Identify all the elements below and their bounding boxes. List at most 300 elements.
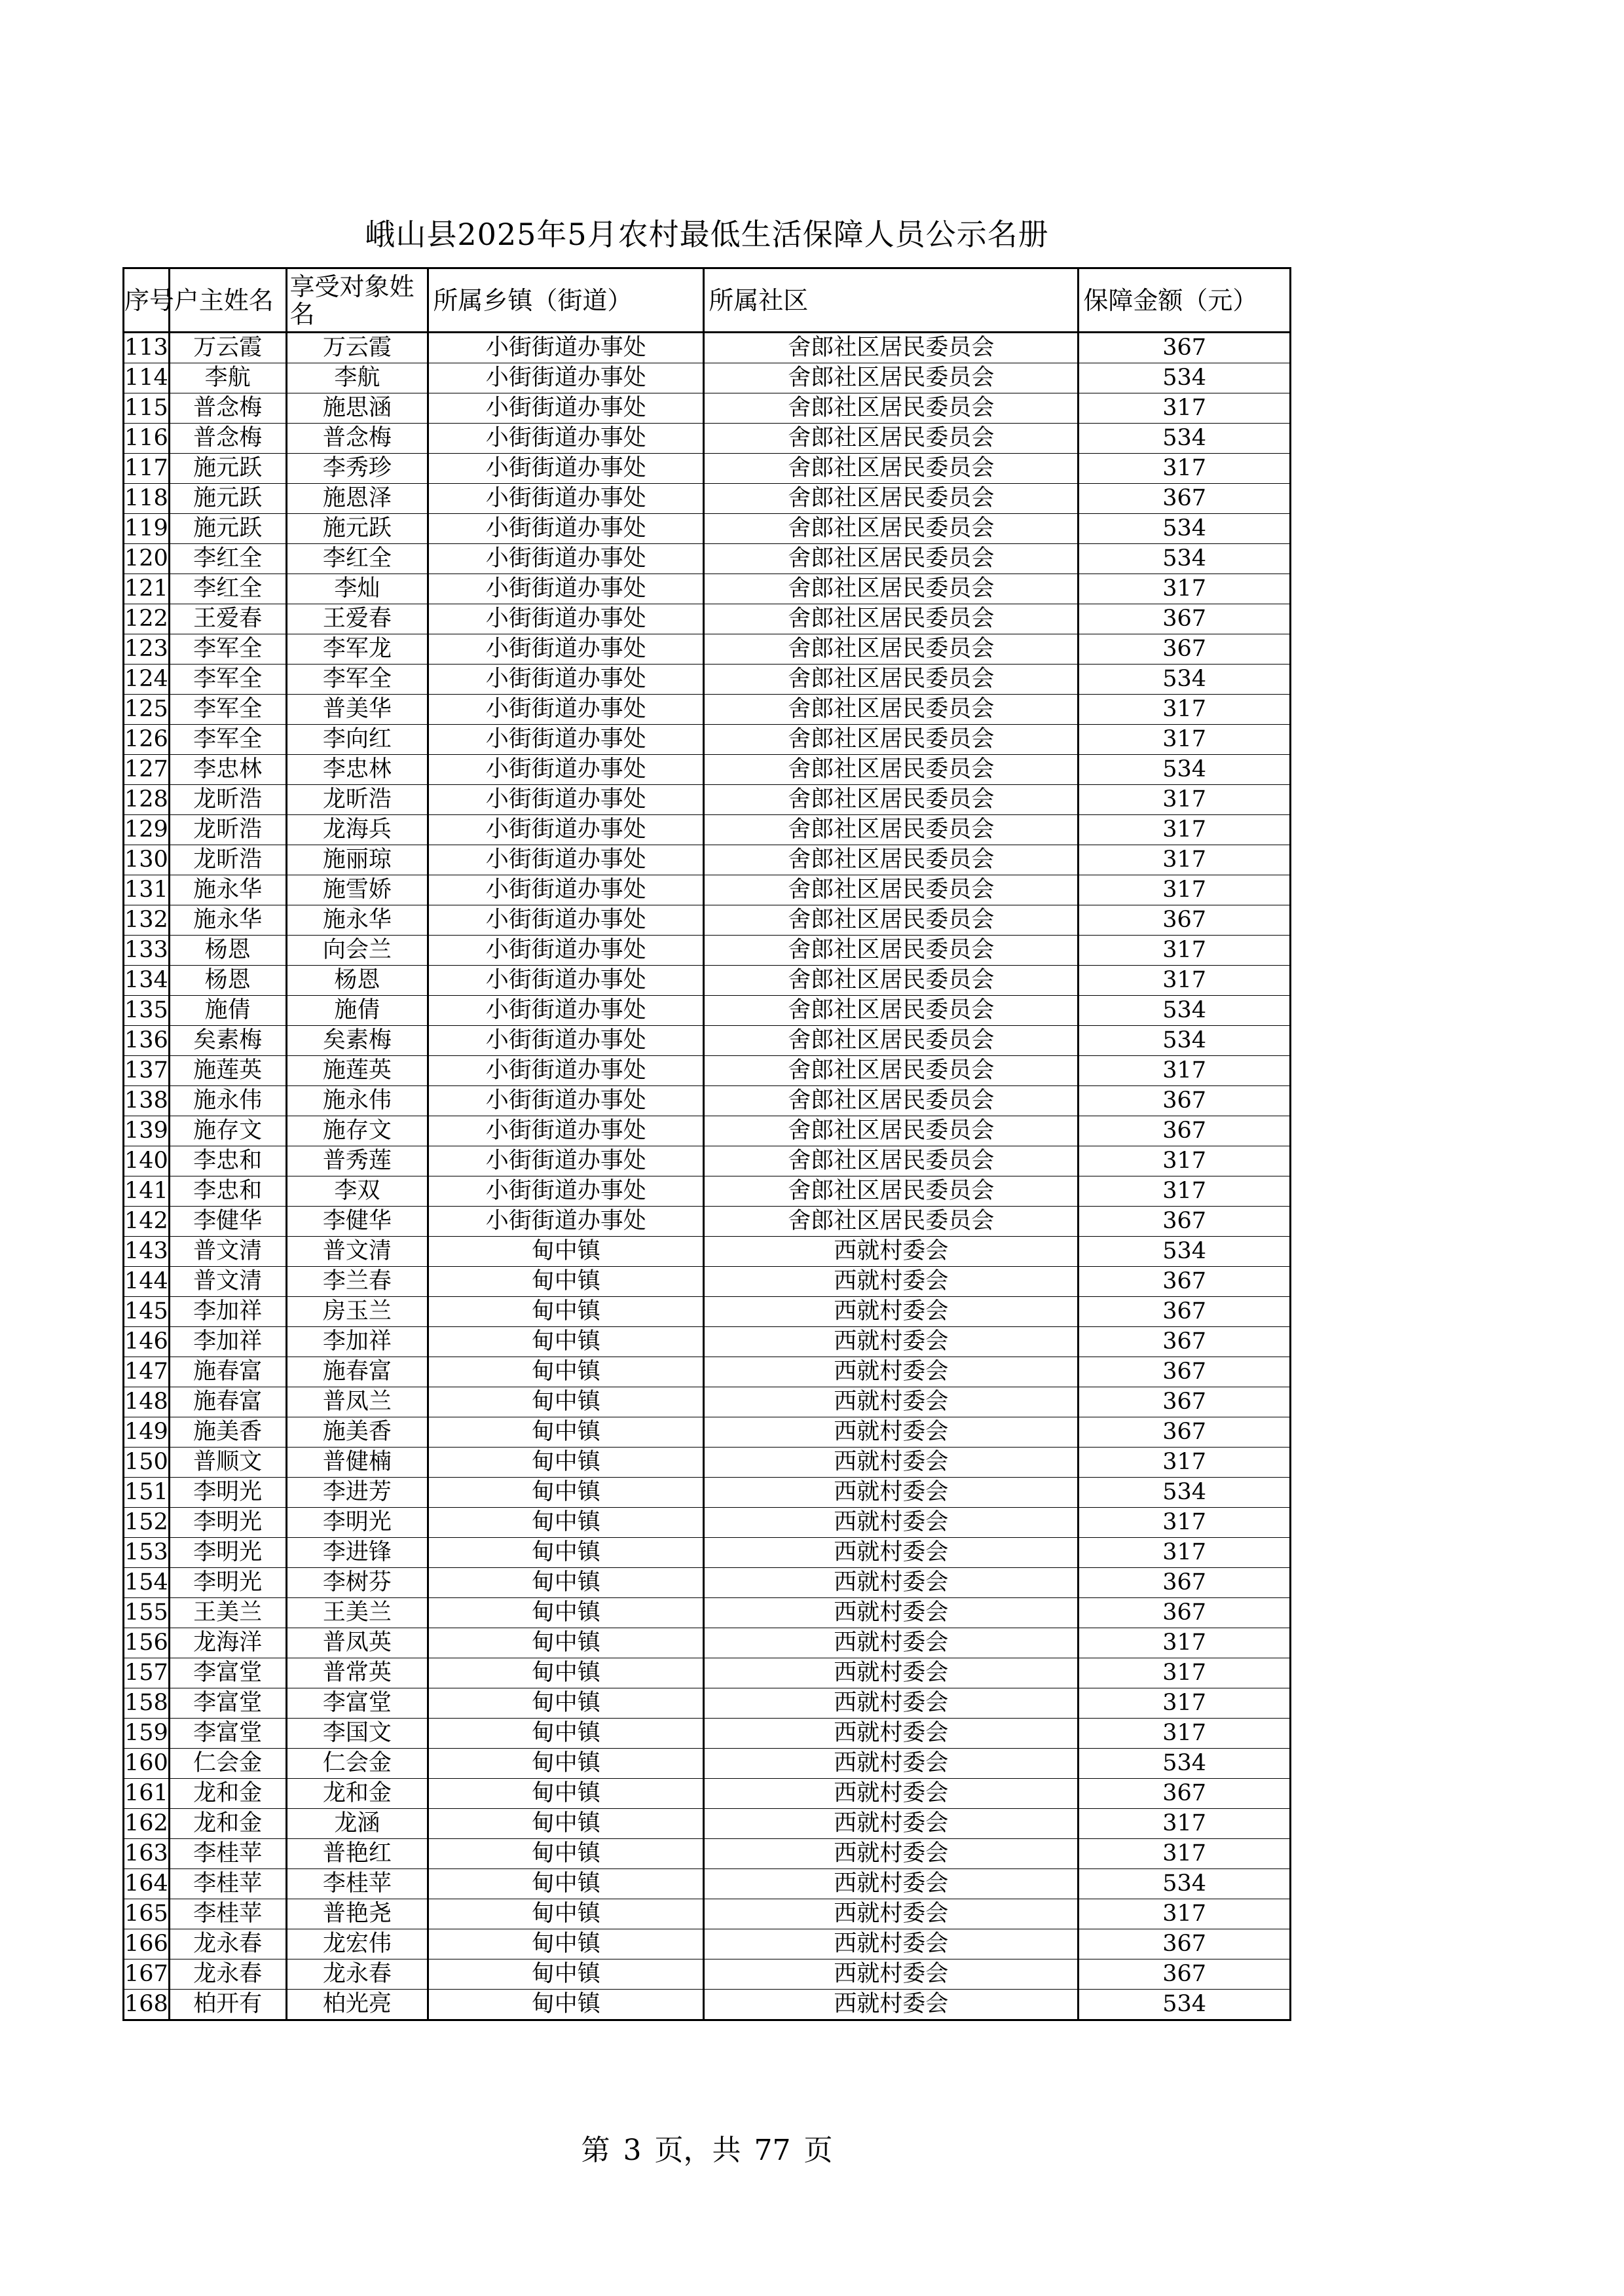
cell-community: 舍郎社区居民委员会: [704, 363, 1079, 393]
cell-beneficiary: 李加祥: [286, 1327, 428, 1357]
table-header-row: [124, 268, 1291, 333]
table-row: [124, 875, 1291, 905]
cell-township: 小街街道办事处: [428, 1086, 704, 1116]
cell-household-head: 李桂苹: [169, 1869, 286, 1899]
cell-amount: 367: [1079, 1598, 1291, 1628]
cell-township: 甸中镇: [428, 1538, 704, 1568]
cell-community: 舍郎社区居民委员会: [704, 634, 1079, 665]
cell-beneficiary: 房玉兰: [286, 1297, 428, 1327]
cell-beneficiary: 李灿: [286, 574, 428, 604]
cell-household-head: 万云霞: [169, 333, 286, 363]
cell-household-head: 施倩: [169, 996, 286, 1026]
cell-township: 甸中镇: [428, 1628, 704, 1658]
table-row: [124, 1688, 1291, 1719]
cell-household-head: 李忠和: [169, 1176, 286, 1207]
header-amount: 保障金额（元）: [1079, 268, 1291, 333]
cell-beneficiary: 李忠林: [286, 755, 428, 785]
cell-community: 西就村委会: [704, 1719, 1079, 1749]
cell-index: 154: [124, 1568, 170, 1598]
cell-household-head: 普念梅: [169, 393, 286, 424]
cell-index: 140: [124, 1146, 170, 1176]
cell-community: 西就村委会: [704, 1809, 1079, 1839]
cell-community: 西就村委会: [704, 1598, 1079, 1628]
cell-beneficiary: 施恩泽: [286, 484, 428, 514]
cell-community: 西就村委会: [704, 1508, 1079, 1538]
table-row: [124, 1237, 1291, 1267]
cell-index: 167: [124, 1959, 170, 1990]
cell-index: 136: [124, 1026, 170, 1056]
cell-township: 甸中镇: [428, 1267, 704, 1297]
page-number: 第 3 页，共 77 页: [581, 2134, 833, 2167]
cell-household-head: 李军全: [169, 665, 286, 695]
cell-community: 舍郎社区居民委员会: [704, 333, 1079, 363]
table-row: [124, 1387, 1291, 1417]
cell-index: 146: [124, 1327, 170, 1357]
cell-beneficiary: 仁会金: [286, 1749, 428, 1779]
cell-township: 小街街道办事处: [428, 725, 704, 755]
cell-beneficiary: 李树芬: [286, 1568, 428, 1598]
cell-index: 141: [124, 1176, 170, 1207]
table-row: [124, 1959, 1291, 1990]
table-row: [124, 695, 1291, 725]
cell-index: 149: [124, 1417, 170, 1448]
cell-amount: 367: [1079, 1327, 1291, 1357]
cell-household-head: 施春富: [169, 1357, 286, 1387]
table-row: [124, 604, 1291, 634]
table-row: [124, 1749, 1291, 1779]
cell-beneficiary: 李进芳: [286, 1478, 428, 1508]
cell-amount: 317: [1079, 1056, 1291, 1086]
cell-household-head: 李明光: [169, 1538, 286, 1568]
cell-household-head: 李军全: [169, 634, 286, 665]
cell-community: 舍郎社区居民委员会: [704, 544, 1079, 574]
cell-household-head: 施元跃: [169, 454, 286, 484]
cell-index: 127: [124, 755, 170, 785]
cell-beneficiary: 杨恩: [286, 966, 428, 996]
cell-index: 162: [124, 1809, 170, 1839]
cell-index: 138: [124, 1086, 170, 1116]
cell-beneficiary: 李双: [286, 1176, 428, 1207]
cell-index: 117: [124, 454, 170, 484]
cell-beneficiary: 施永伟: [286, 1086, 428, 1116]
table-row: [124, 424, 1291, 454]
document-title: 峨山县2025年5月农村最低生活保障人员公示名册: [365, 217, 1049, 252]
table-row: [124, 1417, 1291, 1448]
cell-household-head: 龙昕浩: [169, 815, 286, 845]
cell-beneficiary: 普健楠: [286, 1448, 428, 1478]
cell-community: 舍郎社区居民委员会: [704, 1116, 1079, 1146]
table-row: [124, 363, 1291, 393]
cell-township: 甸中镇: [428, 1508, 704, 1538]
cell-community: 舍郎社区居民委员会: [704, 424, 1079, 454]
table-row: [124, 1779, 1291, 1809]
cell-amount: 317: [1079, 1448, 1291, 1478]
table-row: [124, 1026, 1291, 1056]
header-township: 所属乡镇（街道）: [428, 268, 704, 333]
table-row: [124, 454, 1291, 484]
cell-community: 西就村委会: [704, 1688, 1079, 1719]
cell-index: 130: [124, 845, 170, 875]
cell-community: 西就村委会: [704, 1658, 1079, 1688]
cell-household-head: 李明光: [169, 1508, 286, 1538]
cell-beneficiary: 普念梅: [286, 424, 428, 454]
cell-household-head: 王爱春: [169, 604, 286, 634]
cell-index: 126: [124, 725, 170, 755]
cell-household-head: 王美兰: [169, 1598, 286, 1628]
table-row: [124, 1990, 1291, 2020]
cell-beneficiary: 施莲英: [286, 1056, 428, 1086]
cell-amount: 534: [1079, 755, 1291, 785]
cell-community: 西就村委会: [704, 1749, 1079, 1779]
cell-household-head: 李军全: [169, 695, 286, 725]
cell-index: 123: [124, 634, 170, 665]
cell-community: 西就村委会: [704, 1237, 1079, 1267]
table-row: [124, 1598, 1291, 1628]
cell-amount: 534: [1079, 665, 1291, 695]
cell-community: 西就村委会: [704, 1297, 1079, 1327]
cell-household-head: 李加祥: [169, 1327, 286, 1357]
cell-index: 152: [124, 1508, 170, 1538]
cell-community: 舍郎社区居民委员会: [704, 665, 1079, 695]
cell-township: 甸中镇: [428, 1568, 704, 1598]
cell-index: 147: [124, 1357, 170, 1387]
table-row: [124, 1478, 1291, 1508]
cell-amount: 534: [1079, 1478, 1291, 1508]
cell-index: 157: [124, 1658, 170, 1688]
table-row: [124, 1538, 1291, 1568]
cell-community: 西就村委会: [704, 1267, 1079, 1297]
cell-beneficiary: 李健华: [286, 1207, 428, 1237]
cell-amount: 367: [1079, 333, 1291, 363]
table-row: [124, 1658, 1291, 1688]
cell-amount: 367: [1079, 1297, 1291, 1327]
cell-township: 小街街道办事处: [428, 424, 704, 454]
cell-index: 128: [124, 785, 170, 815]
cell-beneficiary: 普美华: [286, 695, 428, 725]
cell-household-head: 李桂苹: [169, 1899, 286, 1929]
cell-community: 西就村委会: [704, 1839, 1079, 1869]
cell-township: 甸中镇: [428, 1959, 704, 1990]
cell-township: 小街街道办事处: [428, 333, 704, 363]
cell-household-head: 龙和金: [169, 1809, 286, 1839]
table-row: [124, 996, 1291, 1026]
cell-community: 西就村委会: [704, 1327, 1079, 1357]
cell-township: 小街街道办事处: [428, 1176, 704, 1207]
cell-index: 121: [124, 574, 170, 604]
cell-township: 甸中镇: [428, 1990, 704, 2020]
cell-index: 165: [124, 1899, 170, 1929]
cell-township: 小街街道办事处: [428, 544, 704, 574]
cell-beneficiary: 普艳红: [286, 1839, 428, 1869]
cell-community: 西就村委会: [704, 1869, 1079, 1899]
table-row: [124, 1929, 1291, 1959]
cell-amount: 317: [1079, 1719, 1291, 1749]
cell-township: 小街街道办事处: [428, 695, 704, 725]
cell-beneficiary: 李进锋: [286, 1538, 428, 1568]
table-row: [124, 815, 1291, 845]
cell-beneficiary: 李航: [286, 363, 428, 393]
cell-household-head: 龙昕浩: [169, 845, 286, 875]
cell-beneficiary: 施思涵: [286, 393, 428, 424]
cell-community: 舍郎社区居民委员会: [704, 996, 1079, 1026]
table-row: [124, 936, 1291, 966]
cell-index: 160: [124, 1749, 170, 1779]
header-household-head: 户主姓名: [169, 268, 286, 333]
cell-community: 西就村委会: [704, 1387, 1079, 1417]
cell-beneficiary: 施美香: [286, 1417, 428, 1448]
table-row: [124, 1809, 1291, 1839]
cell-community: 西就村委会: [704, 1959, 1079, 1990]
cell-index: 113: [124, 333, 170, 363]
cell-township: 小街街道办事处: [428, 1026, 704, 1056]
cell-household-head: 仁会金: [169, 1749, 286, 1779]
cell-community: 舍郎社区居民委员会: [704, 785, 1079, 815]
cell-amount: 317: [1079, 1508, 1291, 1538]
cell-amount: 367: [1079, 905, 1291, 936]
cell-community: 舍郎社区居民委员会: [704, 1026, 1079, 1056]
cell-amount: 317: [1079, 1538, 1291, 1568]
cell-household-head: 李富堂: [169, 1658, 286, 1688]
cell-township: 小街街道办事处: [428, 755, 704, 785]
cell-community: 西就村委会: [704, 1448, 1079, 1478]
cell-township: 小街街道办事处: [428, 936, 704, 966]
cell-amount: 317: [1079, 966, 1291, 996]
cell-community: 舍郎社区居民委员会: [704, 1207, 1079, 1237]
cell-beneficiary: 龙涵: [286, 1809, 428, 1839]
cell-township: 甸中镇: [428, 1839, 704, 1869]
cell-index: 122: [124, 604, 170, 634]
cell-household-head: 施美香: [169, 1417, 286, 1448]
cell-index: 132: [124, 905, 170, 936]
cell-beneficiary: 李军龙: [286, 634, 428, 665]
cell-index: 114: [124, 363, 170, 393]
cell-household-head: 李忠和: [169, 1146, 286, 1176]
table-row: [124, 785, 1291, 815]
cell-amount: 317: [1079, 785, 1291, 815]
cell-beneficiary: 龙昕浩: [286, 785, 428, 815]
cell-township: 甸中镇: [428, 1327, 704, 1357]
cell-index: 168: [124, 1990, 170, 2020]
cell-household-head: 龙海洋: [169, 1628, 286, 1658]
cell-household-head: 杨恩: [169, 936, 286, 966]
cell-amount: 317: [1079, 936, 1291, 966]
cell-township: 甸中镇: [428, 1417, 704, 1448]
cell-index: 120: [124, 544, 170, 574]
table-row: [124, 1568, 1291, 1598]
cell-index: 118: [124, 484, 170, 514]
cell-index: 158: [124, 1688, 170, 1719]
table-row: [124, 1116, 1291, 1146]
cell-beneficiary: 李军全: [286, 665, 428, 695]
cell-township: 小街街道办事处: [428, 634, 704, 665]
cell-index: 133: [124, 936, 170, 966]
table-row: [124, 1719, 1291, 1749]
cell-beneficiary: 普常英: [286, 1658, 428, 1688]
cell-household-head: 普顺文: [169, 1448, 286, 1478]
cell-township: 小街街道办事处: [428, 1056, 704, 1086]
table-row: [124, 1267, 1291, 1297]
cell-township: 甸中镇: [428, 1478, 704, 1508]
cell-amount: 367: [1079, 1086, 1291, 1116]
cell-beneficiary: 李向红: [286, 725, 428, 755]
cell-index: 135: [124, 996, 170, 1026]
cell-household-head: 李健华: [169, 1207, 286, 1237]
cell-household-head: 李富堂: [169, 1688, 286, 1719]
cell-amount: 317: [1079, 815, 1291, 845]
table-row: [124, 1086, 1291, 1116]
table-row: [124, 1297, 1291, 1327]
cell-household-head: 李忠林: [169, 755, 286, 785]
cell-community: 舍郎社区居民委员会: [704, 1146, 1079, 1176]
cell-community: 舍郎社区居民委员会: [704, 936, 1079, 966]
cell-township: 小街街道办事处: [428, 905, 704, 936]
cell-community: 西就村委会: [704, 1990, 1079, 2020]
cell-community: 舍郎社区居民委员会: [704, 905, 1079, 936]
cell-community: 西就村委会: [704, 1568, 1079, 1598]
cell-township: 小街街道办事处: [428, 484, 704, 514]
cell-community: 舍郎社区居民委员会: [704, 574, 1079, 604]
cell-index: 131: [124, 875, 170, 905]
cell-amount: 534: [1079, 1749, 1291, 1779]
cell-household-head: 龙永春: [169, 1959, 286, 1990]
cell-beneficiary: 万云霞: [286, 333, 428, 363]
cell-household-head: 施莲英: [169, 1056, 286, 1086]
cell-household-head: 柏开有: [169, 1990, 286, 2020]
cell-township: 小街街道办事处: [428, 996, 704, 1026]
table-row: [124, 1056, 1291, 1086]
cell-township: 甸中镇: [428, 1688, 704, 1719]
cell-township: 甸中镇: [428, 1809, 704, 1839]
cell-index: 115: [124, 393, 170, 424]
cell-household-head: 李军全: [169, 725, 286, 755]
cell-index: 155: [124, 1598, 170, 1628]
cell-community: 舍郎社区居民委员会: [704, 514, 1079, 544]
cell-amount: 317: [1079, 393, 1291, 424]
cell-household-head: 杨恩: [169, 966, 286, 996]
cell-beneficiary: 李秀珍: [286, 454, 428, 484]
cell-township: 小街街道办事处: [428, 815, 704, 845]
table-row: [124, 1869, 1291, 1899]
cell-township: 甸中镇: [428, 1779, 704, 1809]
cell-township: 小街街道办事处: [428, 393, 704, 424]
table-body: [124, 333, 1291, 2020]
cell-beneficiary: 施春富: [286, 1357, 428, 1387]
cell-beneficiary: 施雪娇: [286, 875, 428, 905]
cell-township: 甸中镇: [428, 1357, 704, 1387]
cell-amount: 534: [1079, 544, 1291, 574]
cell-community: 舍郎社区居民委员会: [704, 725, 1079, 755]
cell-amount: 534: [1079, 1990, 1291, 2020]
cell-household-head: 龙昕浩: [169, 785, 286, 815]
cell-amount: 317: [1079, 1809, 1291, 1839]
cell-amount: 367: [1079, 1207, 1291, 1237]
cell-township: 小街街道办事处: [428, 1116, 704, 1146]
cell-amount: 534: [1079, 424, 1291, 454]
cell-community: 西就村委会: [704, 1538, 1079, 1568]
cell-beneficiary: 施倩: [286, 996, 428, 1026]
cell-amount: 317: [1079, 1688, 1291, 1719]
table-row: [124, 1176, 1291, 1207]
cell-township: 甸中镇: [428, 1658, 704, 1688]
cell-beneficiary: 李红全: [286, 544, 428, 574]
cell-township: 甸中镇: [428, 1598, 704, 1628]
cell-beneficiary: 柏光亮: [286, 1990, 428, 2020]
cell-community: 舍郎社区居民委员会: [704, 454, 1079, 484]
cell-township: 小街街道办事处: [428, 875, 704, 905]
cell-index: 116: [124, 424, 170, 454]
cell-index: 145: [124, 1297, 170, 1327]
cell-index: 134: [124, 966, 170, 996]
cell-index: 129: [124, 815, 170, 845]
cell-township: 小街街道办事处: [428, 966, 704, 996]
table-row: [124, 574, 1291, 604]
cell-community: 舍郎社区居民委员会: [704, 845, 1079, 875]
cell-index: 159: [124, 1719, 170, 1749]
cell-index: 151: [124, 1478, 170, 1508]
header-community: 所属社区: [704, 268, 1079, 333]
cell-amount: 534: [1079, 1237, 1291, 1267]
cell-amount: 534: [1079, 514, 1291, 544]
cell-amount: 367: [1079, 634, 1291, 665]
cell-household-head: 李富堂: [169, 1719, 286, 1749]
cell-index: 137: [124, 1056, 170, 1086]
table-row: [124, 1146, 1291, 1176]
cell-household-head: 李红全: [169, 574, 286, 604]
cell-household-head: 龙永春: [169, 1929, 286, 1959]
cell-beneficiary: 普文清: [286, 1237, 428, 1267]
cell-index: 156: [124, 1628, 170, 1658]
cell-township: 小街街道办事处: [428, 1207, 704, 1237]
table-row: [124, 845, 1291, 875]
cell-index: 163: [124, 1839, 170, 1869]
table-row: [124, 634, 1291, 665]
header-index: 序号: [124, 268, 170, 333]
cell-household-head: 李加祥: [169, 1297, 286, 1327]
cell-beneficiary: 龙和金: [286, 1779, 428, 1809]
cell-community: 舍郎社区居民委员会: [704, 1056, 1079, 1086]
cell-amount: 534: [1079, 1026, 1291, 1056]
cell-beneficiary: 施元跃: [286, 514, 428, 544]
cell-community: 舍郎社区居民委员会: [704, 1086, 1079, 1116]
cell-beneficiary: 普艳尧: [286, 1899, 428, 1929]
cell-township: 小街街道办事处: [428, 1146, 704, 1176]
cell-beneficiary: 李国文: [286, 1719, 428, 1749]
table-row: [124, 755, 1291, 785]
cell-household-head: 矣素梅: [169, 1026, 286, 1056]
cell-amount: 317: [1079, 1839, 1291, 1869]
cell-index: 153: [124, 1538, 170, 1568]
cell-amount: 317: [1079, 725, 1291, 755]
cell-index: 142: [124, 1207, 170, 1237]
cell-community: 西就村委会: [704, 1628, 1079, 1658]
cell-beneficiary: 向会兰: [286, 936, 428, 966]
cell-household-head: 施春富: [169, 1387, 286, 1417]
cell-index: 148: [124, 1387, 170, 1417]
cell-township: 小街街道办事处: [428, 604, 704, 634]
cell-index: 161: [124, 1779, 170, 1809]
cell-beneficiary: 龙永春: [286, 1959, 428, 1990]
cell-amount: 367: [1079, 484, 1291, 514]
cell-community: 西就村委会: [704, 1357, 1079, 1387]
table-row: [124, 1899, 1291, 1929]
cell-beneficiary: 李桂苹: [286, 1869, 428, 1899]
cell-beneficiary: 王爱春: [286, 604, 428, 634]
cell-township: 甸中镇: [428, 1869, 704, 1899]
cell-township: 小街街道办事处: [428, 574, 704, 604]
cell-household-head: 龙和金: [169, 1779, 286, 1809]
cell-amount: 317: [1079, 454, 1291, 484]
cell-amount: 317: [1079, 1658, 1291, 1688]
